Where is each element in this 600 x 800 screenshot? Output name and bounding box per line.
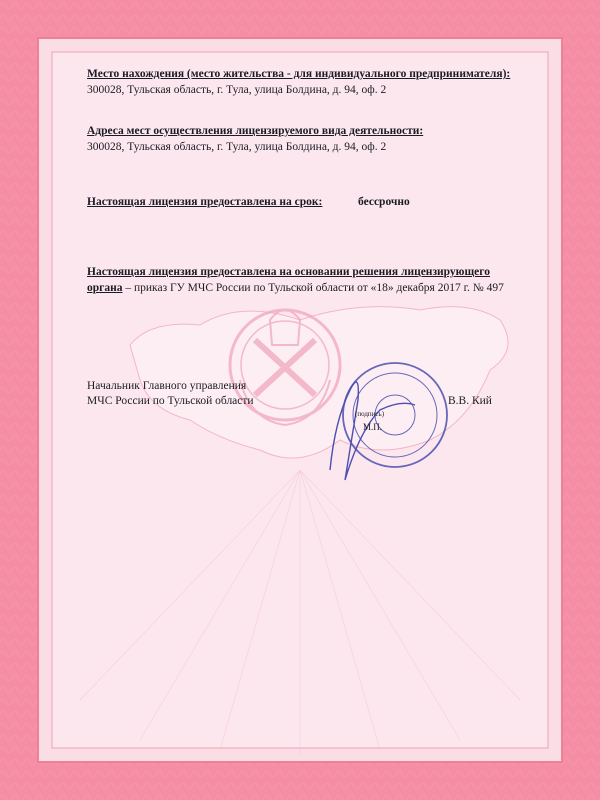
signatory-position-line1: Начальник Главного управления — [87, 380, 247, 392]
signature-caption: (подпись) — [355, 410, 385, 418]
basis-line — [87, 282, 504, 294]
basis-heading-line2: органа — [87, 282, 123, 294]
basis-text: – приказ ГУ МЧС России по Тульской области от «18» декабря 2017 г. № 497 — [122, 282, 504, 294]
signatory-name: В.В. Кий — [448, 395, 492, 407]
activity-addresses-heading: Адреса мест осуществления лицензируемого вида деятельности: — [87, 125, 424, 137]
location-address: 300028, Тульская область, г. Тула, улица Болдина, д. 94, оф. 2 — [87, 84, 387, 96]
term-value: бессрочно — [358, 196, 410, 208]
activity-address: 300028, Тульская область, г. Тула, улица Болдина, д. 94, оф. 2 — [87, 141, 387, 153]
seal-caption: М.П. — [363, 422, 383, 432]
location-heading: Место нахождения (место жительства - для индивидуального предпринимателя): — [87, 68, 511, 80]
term-heading: Настоящая лицензия предоставлена на срок: — [87, 196, 323, 208]
basis-heading-line1: Настоящая лицензия предоставлена на основании решения лицензирующего — [87, 266, 490, 278]
signatory-position-line2: МЧС России по Тульской области — [87, 395, 254, 407]
